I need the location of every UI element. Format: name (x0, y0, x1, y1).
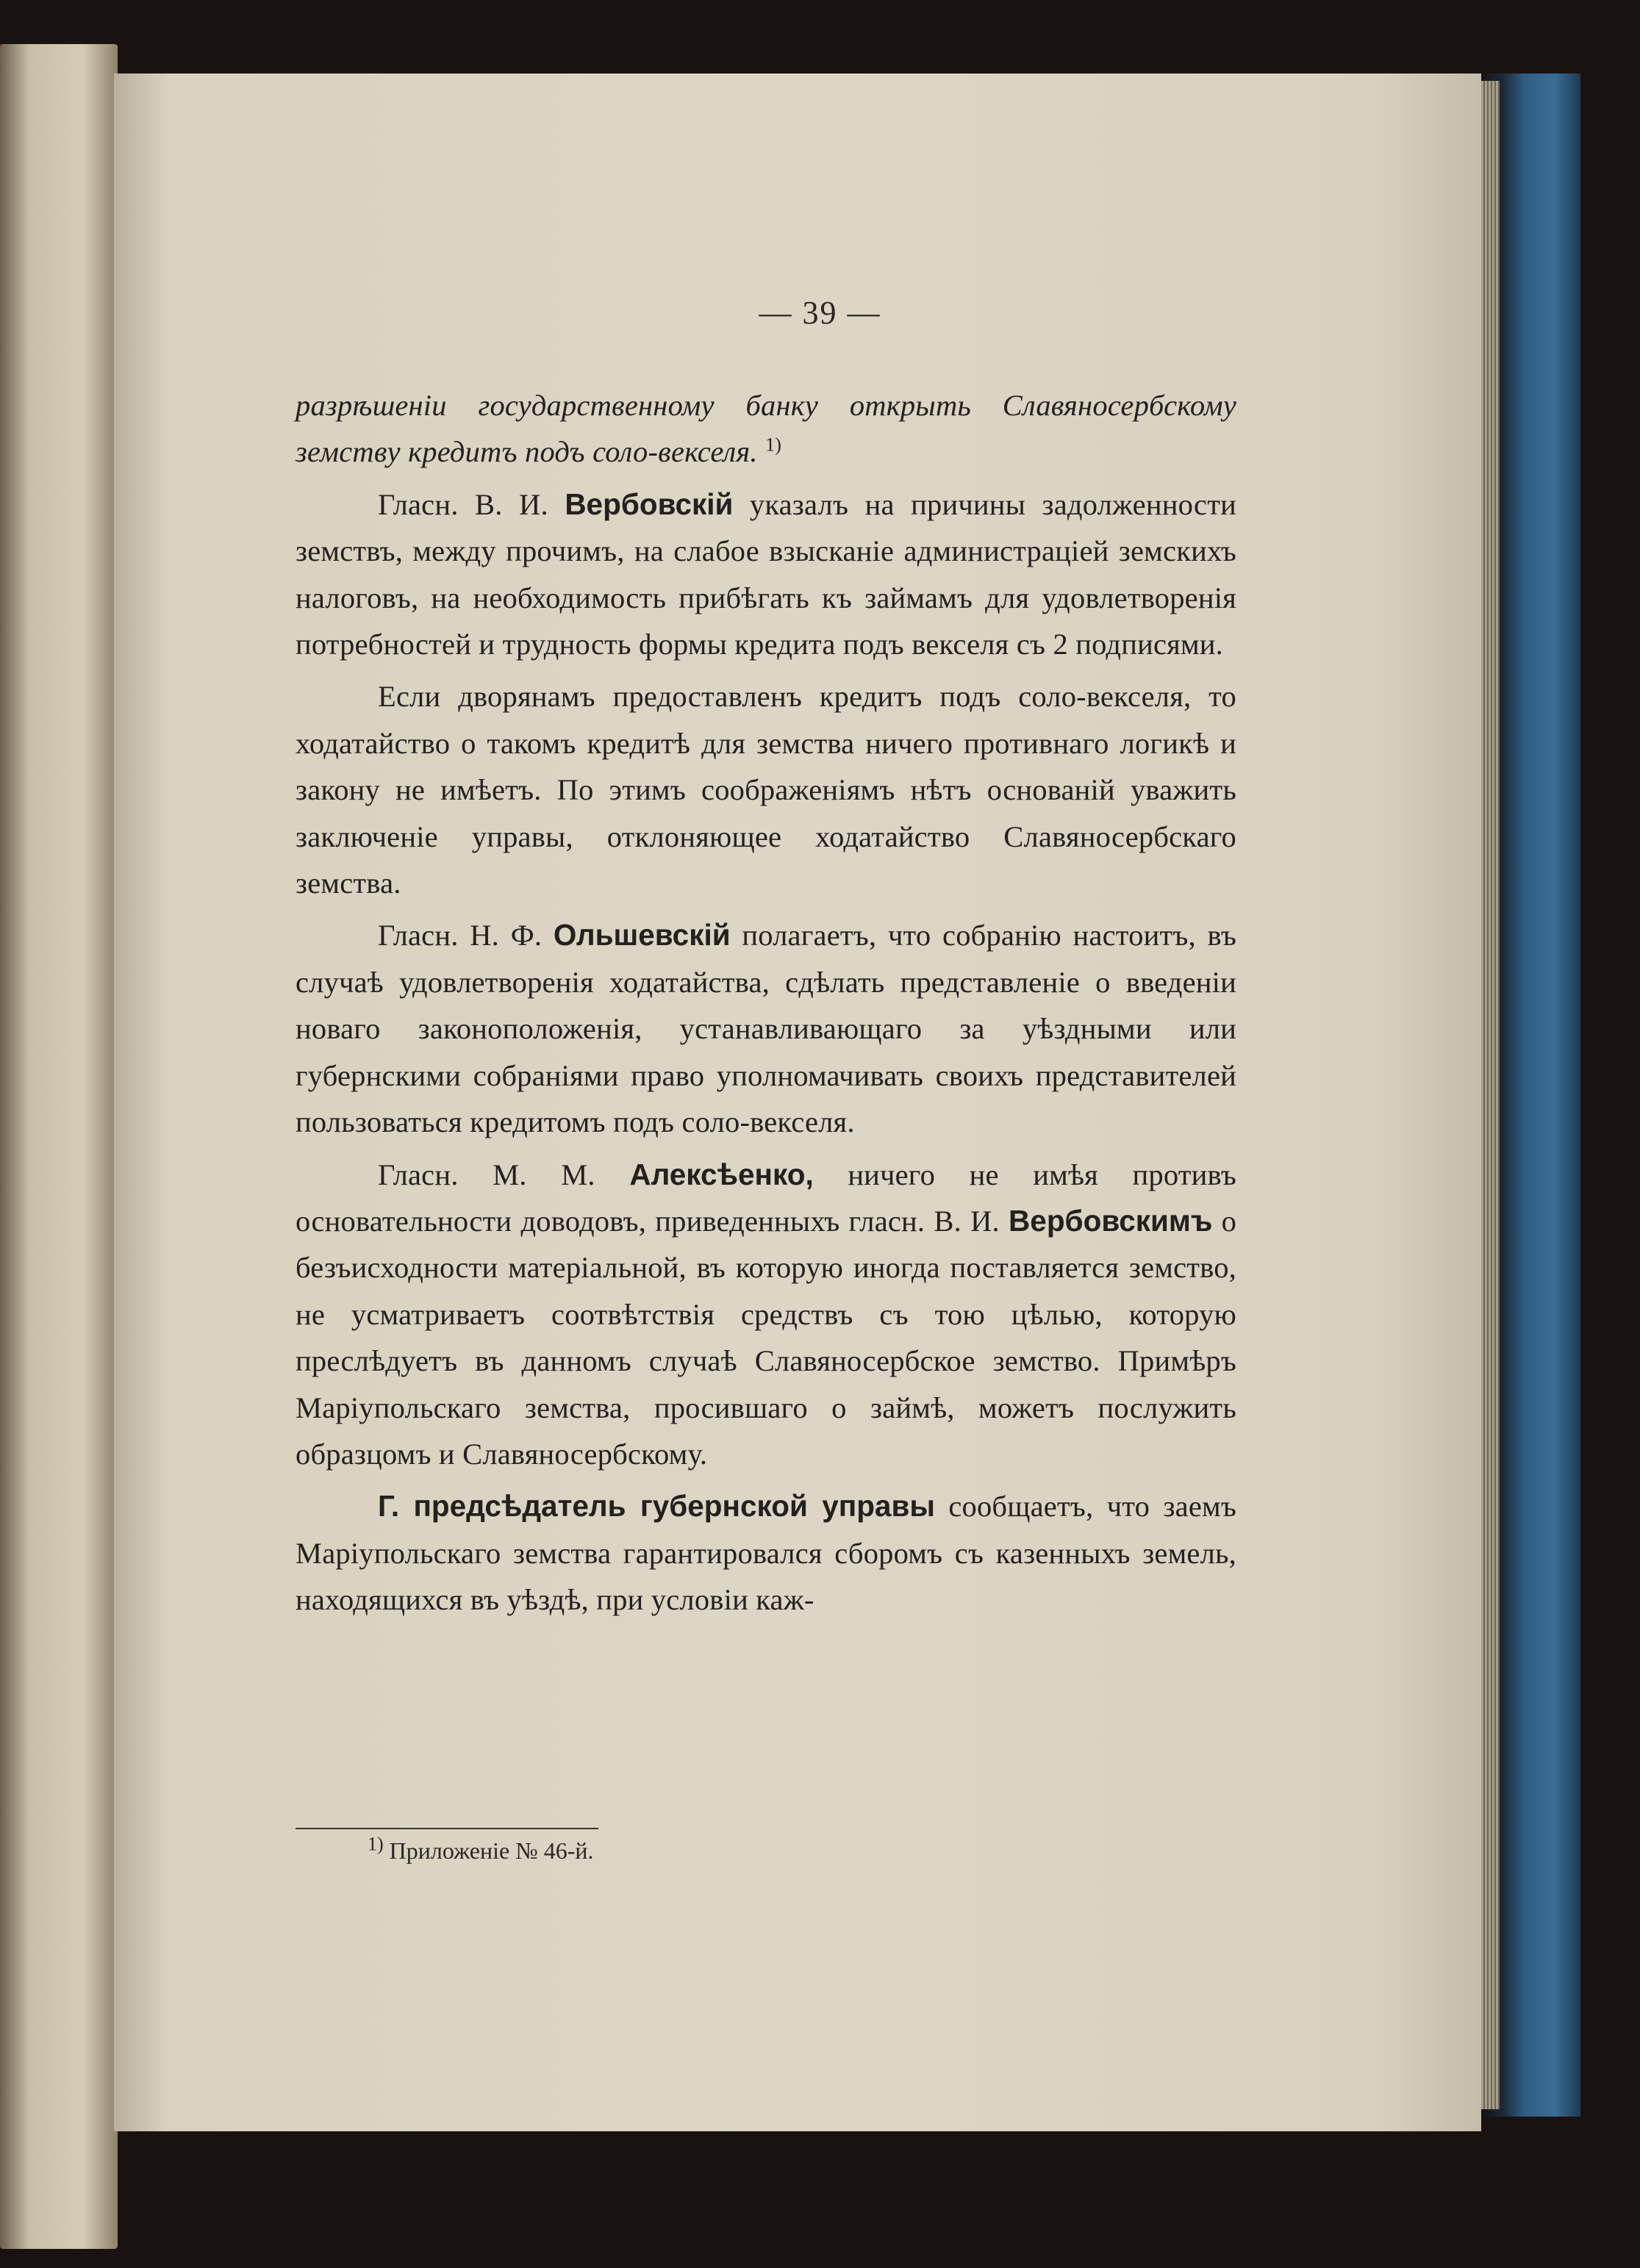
paragraph-1 (296, 382, 1236, 476)
paragraph-text: указалъ на причины задолженности земствъ, между прочимъ, на слабое взысканiе администрацiей земскихъ налоговъ, на необходимость прибѣгать къ займамъ для удовлетворенiя потребностей и трудность формы кредита подъ векселя съ 2 подписями. (296, 487, 1237, 661)
paragraph-text: сообщаетъ, что заемъ Марiупольскаго земства гарантировался сборомъ съ казенныхъ земель, находящихся въ уѣздѣ, при условiи каж- (296, 1490, 1236, 1617)
speaker-intro: Гласн. М. М. (378, 1158, 595, 1191)
speaker-name: Г. предсѣдатель губернской управы (378, 1489, 935, 1524)
italic-text: разрѣшенiи государственному банку открыть Славяносербскому земству кредитъ подъ соло-векселя. (296, 389, 1236, 469)
footnote-text: Приложенiе № 46-й. (389, 1837, 594, 1864)
paragraph-2 (296, 481, 1236, 668)
page-body (296, 382, 1236, 1623)
speaker-intro: Гласн. Н. Ф. (378, 919, 543, 952)
paragraph-text: о безъисходности матерiальной, въ которую иногда поставляется земство, не усматриваетъ соотвѣтствiя средствъ съ тою цѣлью, которую преслѣдуетъ въ данномъ случаѣ Славяносербское земство. Примѣръ Марiупольскаго земства, просившаго о займѣ, можетъ послужить образцомъ и Славяносербскому. (296, 1204, 1237, 1471)
footnote-divider (296, 1828, 598, 1829)
footnote-ref: 1) (765, 434, 782, 456)
referenced-name: Вербовскимъ (1009, 1203, 1213, 1238)
speaker-intro: Гласн. В. И. (378, 487, 548, 521)
speaker-name: Алексѣенко, (629, 1157, 814, 1191)
paragraph-5 (296, 1152, 1236, 1478)
paragraph-text: Если дворянамъ предоставленъ кредитъ подъ соло-векселя, то ходатайство о такомъ кредитѣ для земства ничего противнаго логикѣ и закону не имѣетъ. По этимъ соображенiямъ нѣтъ основанiй уважить заключенiе управы, отклоняющее ходатайство Славяносербскаго земства. (296, 680, 1236, 900)
footnote (368, 1833, 594, 1865)
paragraph-3 (296, 673, 1236, 906)
paragraph-4 (296, 912, 1236, 1145)
facing-page (0, 44, 118, 2249)
page-number: — 39 — (759, 295, 881, 331)
footnote-mark: 1) (368, 1833, 384, 1855)
speaker-name: Ольшевскiй (553, 918, 731, 952)
paragraph-text: ничего не имѣя противъ основательности доводовъ, приведенныхъ гласн. В. И. (296, 1158, 1237, 1238)
paragraph-text: полагаетъ, что собранiю настоитъ, въ случаѣ удовлетворенiя ходатайства, сдѣлать представленiе о введенiи новаго законоположенiя, устанавливающаго за уѣздными или губернскими собранiями право уполномачивать своихъ представителей пользоваться кредитомъ подъ соло-векселя. (296, 919, 1236, 1139)
paragraph-6 (296, 1483, 1236, 1623)
speaker-name: Вербовскiй (565, 487, 734, 521)
